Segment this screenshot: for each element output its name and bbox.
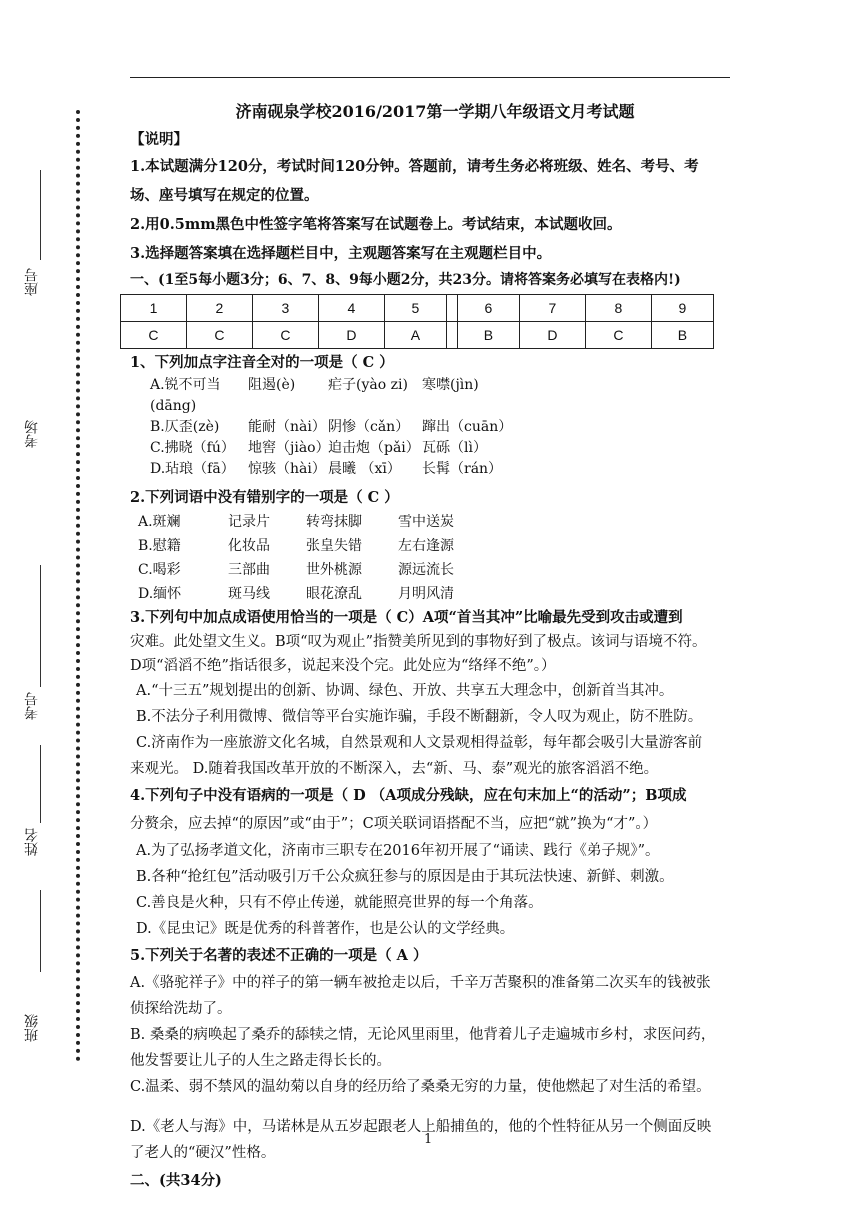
q4-option: B.各种“抢红包”活动吸引万千公众疯狂参与的原因是由于其玩法快速、新鲜、刺激。 (136, 869, 674, 885)
q5-option: 他发誓要让儿子的人生之路走得长长的。 (130, 1053, 391, 1069)
q5-option: C.温柔、弱不禁风的温幼菊以自身的经历给了桑桑无穷的力量，使他燃起了对生活的希望。 (130, 1079, 711, 1095)
q2-option-row (130, 582, 740, 606)
q3-option: B.不法分子利用微博、微信等平台实施诈骗，手段不断翻新，令人叹为观止，防不胜防。 (136, 709, 703, 725)
q3-explanation: D项“滔滔不绝”指话很多，说起来没个完。此处应为“络绎不绝”。） (130, 658, 556, 674)
option-cell: D.玷琅（fā） (150, 461, 235, 477)
option-cell: A.锐不可当(dāng) (150, 377, 221, 414)
q2-option-row (130, 510, 740, 534)
option-cell: 阴惨（cǎn） (328, 419, 410, 435)
seat-label: 座号 (24, 268, 40, 296)
q3-stem: 3.下列句中加点成语使用恰当的一项是（ C）A项“首当其冲”比喻最先受到攻击或遭到 (130, 609, 683, 626)
option-cell: 三部曲 (228, 562, 270, 578)
option-cell: 源远流长 (398, 562, 454, 578)
page-number: 1 (424, 1132, 433, 1147)
table-cell: B (651, 322, 713, 349)
option-cell: 能耐（nài） (248, 419, 326, 435)
table-cell: 6 (457, 295, 519, 322)
instruction-line: 2.用0.5mm黑色中性签字笔将答案写在试题卷上。考试结束，本试题收回。 (130, 216, 622, 233)
table-cell: 3 (252, 295, 318, 322)
q4-explanation: 分赘余，应去掉“的原因”或“由于”；C项关联词语搭配不当，应把“就”换为“才”。） (130, 816, 658, 832)
option-cell: 惊骇（hài） (248, 461, 326, 477)
exam-content (130, 100, 740, 1196)
q2-option-row (130, 534, 740, 558)
q5-option: B. 桑桑的病唤起了桑乔的舔犊之情，无论风里雨里，他背着儿子走遍城市乡村，求医问药， (130, 1027, 716, 1043)
q5-option: 了老人的“硬汉”性格。 (130, 1145, 276, 1161)
q4-option: A.为了弘扬孝道文化，济南市三职专在2016年初开展了“诵读、践行《弟子规》”。 (136, 843, 660, 859)
q1-option-row (130, 417, 740, 438)
q3-explanation: 灾难。此处望文生义。B项“叹为观止”指赞美所见到的事物好到了极点。该词与语境不符。 (130, 634, 707, 650)
option-cell: D.缅怀 (138, 586, 182, 602)
name-label: 姓名 (24, 828, 40, 856)
q4-option: C.善良是火种，只有不停止传递，就能照亮世界的每一个角落。 (136, 895, 543, 911)
class-line (40, 890, 41, 972)
q5-option: 侦探给洗劫了。 (130, 1001, 232, 1017)
option-cell: C.喝彩 (138, 562, 181, 578)
option-cell: 蹿出（cuān） (422, 419, 513, 435)
room-label: 考场 (24, 420, 40, 448)
q3-option: C.济南作为一座旅游文化名城，自然景观和人文景观相得益彰，每年都会吸引大量游客前 (136, 735, 703, 751)
option-cell: C.拂晓（fú） (150, 440, 235, 456)
section2-header: 二、(共34分) (130, 1172, 222, 1189)
seat-line (40, 170, 41, 260)
table-cell: D (318, 322, 384, 349)
table-cell: C (121, 322, 187, 349)
table-cell: 7 (519, 295, 585, 322)
table-cell: C (186, 322, 252, 349)
q2-option-row (130, 558, 740, 582)
q5-stem: 5.下列关于名著的表述不正确的一项是（ A ） (130, 947, 428, 964)
option-cell: 记录片 (228, 514, 270, 530)
table-cell: 2 (186, 295, 252, 322)
option-cell: 瓦砾（lì） (422, 440, 487, 456)
table-cell: 5 (384, 295, 446, 322)
option-cell: 雪中送炭 (398, 514, 454, 530)
binding-dotted-line (76, 110, 80, 1062)
table-cell: B (457, 322, 519, 349)
q1-stem: 1、下列加点字注音全对的一项是（ C ） (130, 354, 394, 371)
table-cell: C (585, 322, 651, 349)
instructions-header: 【说明】 (130, 131, 188, 148)
option-cell: 长髯（rán） (422, 461, 503, 477)
q5-option: A.《骆驼祥子》中的祥子的第一辆车被抢走以后，千辛万苦聚积的准备第二次买车的钱被张 (130, 975, 711, 991)
q2-stem: 2.下列词语中没有错别字的一项是（ C ） (130, 489, 399, 506)
option-cell: 转弯抹脚 (306, 514, 362, 530)
page-title: 济南砚泉学校2016/2017第一学期八年级语文月考试题 (235, 102, 635, 121)
option-cell: A.斑斓 (138, 514, 181, 530)
table-cell: 8 (585, 295, 651, 322)
q1-option-row (130, 438, 740, 459)
table-cell: 4 (318, 295, 384, 322)
option-cell: 阻遏(è) (248, 377, 296, 393)
class-label: 班级 (24, 1014, 40, 1042)
instruction-line: 1.本试题满分120分，考试时间120分钟。答题前，请考生务必将班级、姓名、考号、考 (130, 158, 699, 175)
q1-option-row (130, 375, 740, 417)
answer-table-answers (121, 322, 714, 349)
option-cell: 左右逢源 (398, 538, 454, 554)
option-cell: 地窖（jiào） (248, 440, 330, 456)
table-cell: D (519, 322, 585, 349)
table-cell: C (252, 322, 318, 349)
header-rule (130, 77, 730, 78)
instruction-line: 3.选择题答案填在选择题栏目中，主观题答案写在主观题栏目中。 (130, 245, 552, 262)
option-cell: B.仄歪(zè) (150, 419, 220, 435)
option-cell: 迫击炮（pǎi） (328, 440, 420, 456)
option-cell: B.慰籍 (138, 538, 181, 554)
option-cell: 月明风清 (398, 586, 454, 602)
exam-no-label: 考号 (24, 692, 40, 720)
option-cell: 疟子(yào zi) (328, 377, 408, 393)
q3-option: 来观光。 D.随着我国改革开放的不断深入，去“新、马、泰”观光的旅客滔滔不绝。 (130, 761, 659, 777)
q5-option: D.《老人与海》中，马诺林是从五岁起跟老人上船捕鱼的，他的个性特征从另一个侧面反映 (130, 1119, 712, 1135)
name-line (40, 745, 41, 823)
option-cell: 化妆品 (228, 538, 270, 554)
q3-option: A.“十三五”规划提出的创新、协调、绿色、开放、共享五大理念中，创新首当其冲。 (136, 683, 674, 699)
option-cell: 眼花潦乱 (306, 586, 362, 602)
option-cell: 世外桃源 (306, 562, 362, 578)
option-cell: 晨曦 （xī） (328, 461, 401, 477)
answer-table-numbers (121, 295, 714, 322)
table-cell (446, 295, 457, 322)
q4-stem: 4.下列句子中没有语病的一项是（ D （A项成分残缺，应在句末加上“的活动”；B项成 (130, 787, 687, 804)
q1-option-row (130, 459, 740, 480)
option-cell: 斑马线 (228, 586, 270, 602)
table-cell: 9 (651, 295, 713, 322)
option-cell: 张皇失错 (306, 538, 362, 554)
exam-no-line (40, 565, 41, 687)
section1-header: 一、(1至5每小题3分；6、7、8、9每小题2分，共23分。请将答案务必填写在表格内!) (130, 272, 681, 288)
table-cell (446, 322, 457, 349)
table-cell: A (384, 322, 446, 349)
option-cell: 寒噤(jìn) (422, 377, 479, 393)
instruction-line: 场、座号填写在规定的位置。 (130, 187, 319, 204)
answer-table (120, 294, 714, 349)
q4-option: D.《昆虫记》既是优秀的科普著作，也是公认的文学经典。 (136, 921, 515, 937)
binding-margin (0, 0, 100, 1216)
table-cell: 1 (121, 295, 187, 322)
